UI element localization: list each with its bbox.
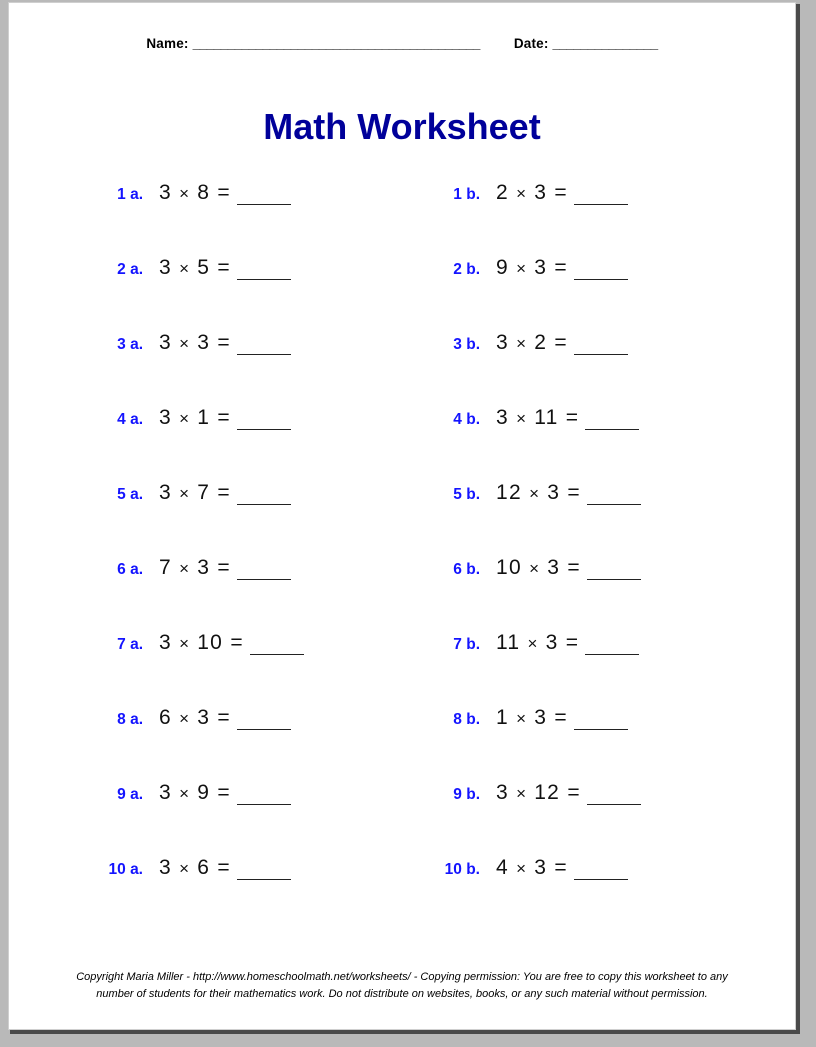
- equals-sign: =: [217, 406, 231, 429]
- problem-number: 5 a.: [117, 486, 143, 503]
- problem-3b: [424, 331, 628, 371]
- problem-number: 1 a.: [117, 186, 143, 203]
- operator-multiply: ×: [529, 484, 541, 503]
- problem-row: [9, 181, 795, 256]
- operand-right: 5: [197, 256, 211, 279]
- operator-multiply: ×: [179, 259, 191, 278]
- operand-left: 1: [496, 706, 509, 729]
- answer-blank[interactable]: [587, 787, 641, 805]
- problem-expression: [496, 181, 628, 205]
- operand-left: 2: [496, 181, 509, 204]
- operand-right: 3: [534, 706, 548, 729]
- equals-sign: =: [567, 556, 581, 579]
- problem-4b: [424, 406, 639, 446]
- problem-row: [9, 556, 795, 631]
- problem-expression: [496, 706, 628, 730]
- operand-right: 12: [534, 781, 561, 804]
- problem-number: 3 a.: [117, 336, 143, 353]
- equals-sign: =: [567, 481, 581, 504]
- problem-2a: [87, 256, 291, 296]
- problem-row: [9, 781, 795, 856]
- problem-expression: [496, 856, 628, 880]
- operand-left: 3: [159, 331, 172, 354]
- operand-left: 3: [496, 406, 509, 429]
- problem-8b: [424, 706, 628, 746]
- equals-sign: =: [565, 631, 580, 654]
- operand-right: 3: [534, 856, 548, 879]
- problem-number: 4 b.: [453, 411, 480, 428]
- problem-number: 3 b.: [453, 336, 480, 353]
- operand-left: 7: [159, 556, 172, 579]
- operator-multiply: ×: [529, 559, 541, 578]
- operator-multiply: ×: [516, 184, 528, 203]
- answer-blank[interactable]: [237, 262, 291, 280]
- answer-blank[interactable]: [585, 412, 639, 430]
- operand-right: 8: [197, 181, 211, 204]
- operand-left: 9: [496, 256, 509, 279]
- operand-left: 3: [159, 181, 172, 204]
- problem-9a: [87, 781, 291, 821]
- problem-number: 7 b.: [453, 636, 480, 653]
- equals-sign: =: [554, 706, 568, 729]
- problem-expression: [496, 781, 641, 805]
- operand-right: 3: [197, 706, 211, 729]
- problem-expression: [159, 706, 291, 730]
- operator-multiply: ×: [179, 709, 191, 728]
- operator-multiply: ×: [179, 859, 191, 878]
- equals-sign: =: [554, 256, 568, 279]
- operand-right: 2: [534, 331, 548, 354]
- answer-blank[interactable]: [250, 637, 304, 655]
- problem-row: [9, 706, 795, 781]
- operator-multiply: ×: [516, 709, 528, 728]
- date-label: Date:: [513, 36, 549, 51]
- footer-copyright: [69, 969, 735, 1003]
- answer-blank[interactable]: [237, 712, 291, 730]
- operand-left: 3: [159, 781, 172, 804]
- operand-right: 1: [197, 406, 211, 429]
- problem-expression: [496, 256, 628, 280]
- operand-right: 9: [197, 781, 211, 804]
- equals-sign: =: [217, 181, 231, 204]
- problem-expression: [159, 406, 291, 430]
- equals-sign: =: [567, 781, 581, 804]
- answer-blank[interactable]: [587, 562, 641, 580]
- operand-left: 3: [496, 331, 509, 354]
- equals-sign: =: [230, 631, 244, 654]
- operator-multiply: ×: [179, 409, 191, 428]
- problem-row: [9, 481, 795, 556]
- equals-sign: =: [565, 406, 580, 429]
- problem-number: 6 b.: [453, 561, 480, 578]
- operand-right: 3: [197, 331, 211, 354]
- problem-number: 4 a.: [117, 411, 143, 428]
- problem-expression: [159, 181, 291, 205]
- equals-sign: =: [217, 781, 231, 804]
- operand-right: 10: [197, 631, 224, 654]
- problem-row: [9, 331, 795, 406]
- equals-sign: =: [217, 706, 231, 729]
- problem-expression: [496, 631, 639, 655]
- equals-sign: =: [554, 331, 568, 354]
- equals-sign: =: [217, 256, 231, 279]
- problem-number: 5 b.: [453, 486, 480, 503]
- equals-sign: =: [217, 856, 231, 879]
- operand-right: 3: [197, 556, 211, 579]
- problem-number: 7 a.: [117, 636, 143, 653]
- problem-number: 1 b.: [453, 186, 480, 203]
- problem-number: 10 b.: [444, 861, 480, 878]
- problem-row: [9, 631, 795, 706]
- operand-right: 6: [197, 856, 211, 879]
- answer-blank[interactable]: [585, 637, 639, 655]
- page-title: Math Worksheet: [263, 106, 541, 147]
- operand-right: 3: [534, 256, 548, 279]
- problem-number: 6 a.: [117, 561, 143, 578]
- answer-blank[interactable]: [237, 187, 291, 205]
- problem-9b: [424, 781, 641, 821]
- problem-expression: [159, 331, 291, 355]
- problem-number: 2 a.: [117, 261, 143, 278]
- operand-left: 3: [159, 406, 172, 429]
- problem-grid: [9, 181, 795, 931]
- operator-multiply: ×: [527, 634, 539, 653]
- problem-1b: [424, 181, 628, 221]
- answer-blank[interactable]: [237, 337, 291, 355]
- problem-5b: [424, 481, 641, 521]
- problem-6b: [424, 556, 641, 596]
- problem-row: [9, 856, 795, 931]
- operand-left: 3: [496, 781, 509, 804]
- footer-line-1: Copyright Maria Miller - http://www.homeschoolmath.net/worksheets/ - Copying permission: You are free to copy this worksheet to any: [76, 970, 728, 983]
- date-blank-line: _______________: [552, 36, 658, 51]
- operator-multiply: ×: [179, 634, 191, 653]
- problem-8a: [87, 706, 291, 746]
- problem-4a: [87, 406, 291, 446]
- operator-multiply: ×: [179, 484, 191, 503]
- operand-left: 3: [159, 256, 172, 279]
- operand-left: 4: [496, 856, 509, 879]
- operator-multiply: ×: [179, 784, 191, 803]
- problem-10b: [424, 856, 628, 896]
- answer-blank[interactable]: [574, 187, 628, 205]
- problem-expression: [159, 856, 291, 880]
- problem-row: [9, 406, 795, 481]
- operator-multiply: ×: [179, 559, 191, 578]
- operator-multiply: ×: [516, 409, 528, 428]
- operator-multiply: ×: [516, 784, 528, 803]
- problem-expression: [496, 481, 641, 505]
- problem-expression: [159, 481, 291, 505]
- answer-blank[interactable]: [237, 787, 291, 805]
- equals-sign: =: [217, 331, 231, 354]
- operand-left: 3: [159, 631, 172, 654]
- problem-7a: [87, 631, 304, 671]
- operator-multiply: ×: [516, 859, 528, 878]
- problem-expression: [496, 556, 641, 580]
- problem-expression: [159, 556, 291, 580]
- operator-multiply: ×: [516, 334, 528, 353]
- problem-1a: [87, 181, 291, 221]
- answer-blank[interactable]: [587, 487, 641, 505]
- operand-right: 7: [197, 481, 211, 504]
- operand-left: 3: [159, 856, 172, 879]
- problem-6a: [87, 556, 291, 596]
- operand-left: 10: [496, 556, 522, 579]
- operand-left: 6: [159, 706, 172, 729]
- answer-blank[interactable]: [574, 862, 628, 880]
- footer-line-2: number of students for their mathematics work. Do not distribute on websites, books, or any such material without permission.: [96, 987, 708, 1000]
- problem-number: 2 b.: [453, 261, 480, 278]
- operator-multiply: ×: [179, 334, 191, 353]
- operator-multiply: ×: [516, 259, 528, 278]
- operand-left: 3: [159, 481, 172, 504]
- problem-10a: [87, 856, 291, 896]
- name-date-header: [9, 36, 795, 51]
- answer-blank[interactable]: [237, 562, 291, 580]
- problem-expression: [496, 331, 628, 355]
- operand-left: 12: [496, 481, 522, 504]
- problem-number: 8 b.: [453, 711, 480, 728]
- problem-number: 9 b.: [453, 786, 480, 803]
- equals-sign: =: [554, 856, 568, 879]
- operand-right: 3: [547, 556, 561, 579]
- operand-right: 3: [545, 631, 559, 654]
- equals-sign: =: [554, 181, 568, 204]
- answer-blank[interactable]: [237, 487, 291, 505]
- problem-3a: [87, 331, 291, 371]
- equals-sign: =: [217, 481, 231, 504]
- problem-number: 9 a.: [117, 786, 143, 803]
- equals-sign: =: [217, 556, 231, 579]
- problem-5a: [87, 481, 291, 521]
- answer-blank[interactable]: [574, 712, 628, 730]
- problem-number: 10 a.: [108, 861, 143, 878]
- problem-row: [9, 256, 795, 331]
- answer-blank[interactable]: [574, 262, 628, 280]
- problem-expression: [159, 256, 291, 280]
- name-label: Name:: [146, 36, 189, 51]
- operand-right: 11: [534, 406, 559, 429]
- answer-blank[interactable]: [574, 337, 628, 355]
- problem-2b: [424, 256, 628, 296]
- problem-7b: [424, 631, 639, 671]
- worksheet-page: [8, 2, 796, 1030]
- operator-multiply: ×: [179, 184, 191, 203]
- answer-blank[interactable]: [237, 412, 291, 430]
- problem-expression: [496, 406, 639, 430]
- problem-number: 8 a.: [117, 711, 143, 728]
- operand-left: 11: [496, 631, 521, 654]
- operand-right: 3: [534, 181, 548, 204]
- answer-blank[interactable]: [237, 862, 291, 880]
- name-blank-line: _________________________________________: [192, 36, 480, 51]
- operand-right: 3: [547, 481, 561, 504]
- problem-expression: [159, 781, 291, 805]
- problem-expression: [159, 631, 304, 655]
